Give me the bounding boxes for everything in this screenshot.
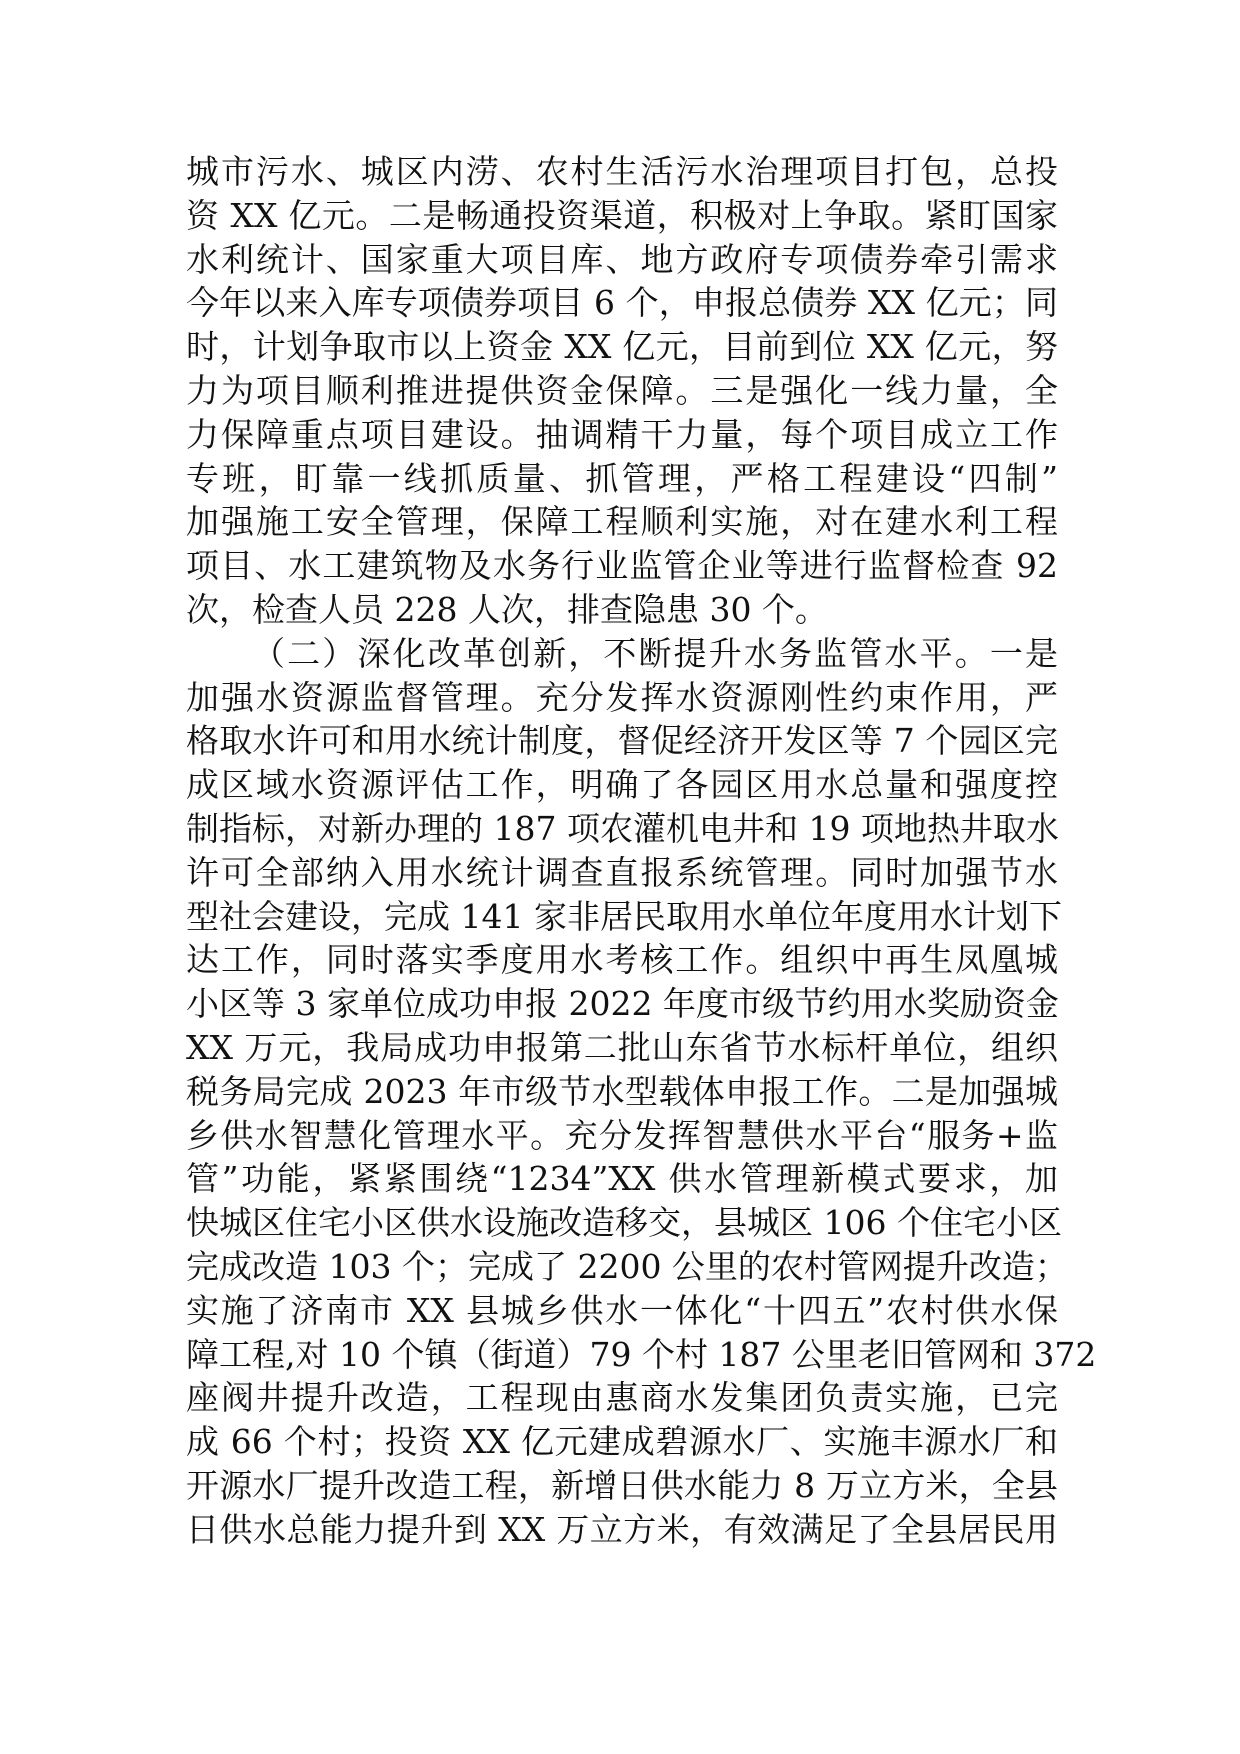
text-line: 许可全部纳入用水统计调查直报系统管理。同时加强节水 [186, 852, 1058, 892]
text-line: 今年以来入库专项债券项目 6 个，申报总债券 XX 亿元；同 [186, 283, 1058, 323]
text-line: 力为项目顺利推进提供资金保障。三是强化一线力量，全 [186, 370, 1058, 410]
text-line: 快城区住宅小区供水设施改造移交，县城区 106 个住宅小区 [186, 1203, 1062, 1243]
text-line: 乡供水智慧化管理水平。充分发挥智慧供水平台“服务+监 [186, 1115, 1058, 1155]
text-line: 实施了济南市 XX 县城乡供水一体化“十四五”农村供水保 [186, 1290, 1058, 1330]
section-heading-line: （二）深化改革创新，不断提升水务监管水平。一是 [252, 633, 1058, 673]
text-line: 加强施工安全管理，保障工程顺利实施，对在建水利工程 [186, 502, 1058, 542]
text-line: 小区等 3 家单位成功申报 2022 年度市级节约用水奖励资金 [186, 984, 1059, 1024]
text-line: 障工程,对 10 个镇（街道）79 个村 187 公里老旧管网和 372 [186, 1334, 1097, 1374]
text-line: 日供水总能力提升到 XX 万立方米，有效满足了全县居民用 [186, 1509, 1058, 1549]
text-line: XX 万元，我局成功申报第二批山东省节水标杆单位，组织 [186, 1027, 1058, 1067]
text-line: 完成改造 103 个；完成了 2200 公里的农村管网提升改造； [186, 1246, 1068, 1286]
text-line: 管”功能，紧紧围绕“1234”XX 供水管理新模式要求，加 [186, 1159, 1058, 1199]
text-line: 制指标，对新办理的 187 项农灌机电井和 19 项地热井取水 [186, 808, 1059, 848]
body-text [186, 150, 1097, 1552]
text-line: 开源水厂提升改造工程，新增日供水能力 8 万立方米，全县 [186, 1465, 1058, 1505]
text-line: 成 66 个村；投资 XX 亿元建成碧源水厂、实施丰源水厂和 [186, 1422, 1058, 1462]
text-line: 达工作，同时落实季度用水考核工作。组织中再生凤凰城 [186, 940, 1058, 980]
text-line: 税务局完成 2023 年市级节水型载体申报工作。二是加强城 [186, 1071, 1058, 1111]
text-line: 时，计划争取市以上资金 XX 亿元，目前到位 XX 亿元，努 [186, 327, 1058, 367]
text-line: 专班，盯靠一线抓质量、抓管理，严格工程建设“四制” [186, 458, 1058, 498]
text-line: 型社会建设，完成 141 家非居民取用水单位年度用水计划下 [186, 896, 1062, 936]
text-line: 座阀井提升改造，工程现由惠商水发集团负责实施，已完 [186, 1378, 1058, 1418]
text-line: 项目、水工建筑物及水务行业监管企业等进行监督检查 92 [186, 546, 1058, 586]
text-line: 成区域水资源评估工作，明确了各园区用水总量和强度控 [186, 765, 1058, 805]
text-line: 力保障重点项目建设。抽调精干力量，每个项目成立工作 [186, 414, 1058, 454]
paragraph-end-line: 次，检查人员 228 人次，排查隐患 30 个。 [186, 589, 828, 629]
text-line: 城市污水、城区内涝、农村生活污水治理项目打包，总投 [186, 152, 1058, 191]
text-line: 资 XX 亿元。二是畅通投资渠道，积极对上争取。紧盯国家 [186, 195, 1058, 235]
text-line: 水利统计、国家重大项目库、地方政府专项债券牵引需求 [186, 239, 1058, 279]
text-line: 格取水许可和用水统计制度，督促经济开发区等 7 个园区完 [186, 721, 1058, 761]
text-line: 加强水资源监督管理。充分发挥水资源刚性约束作用，严 [186, 677, 1058, 717]
